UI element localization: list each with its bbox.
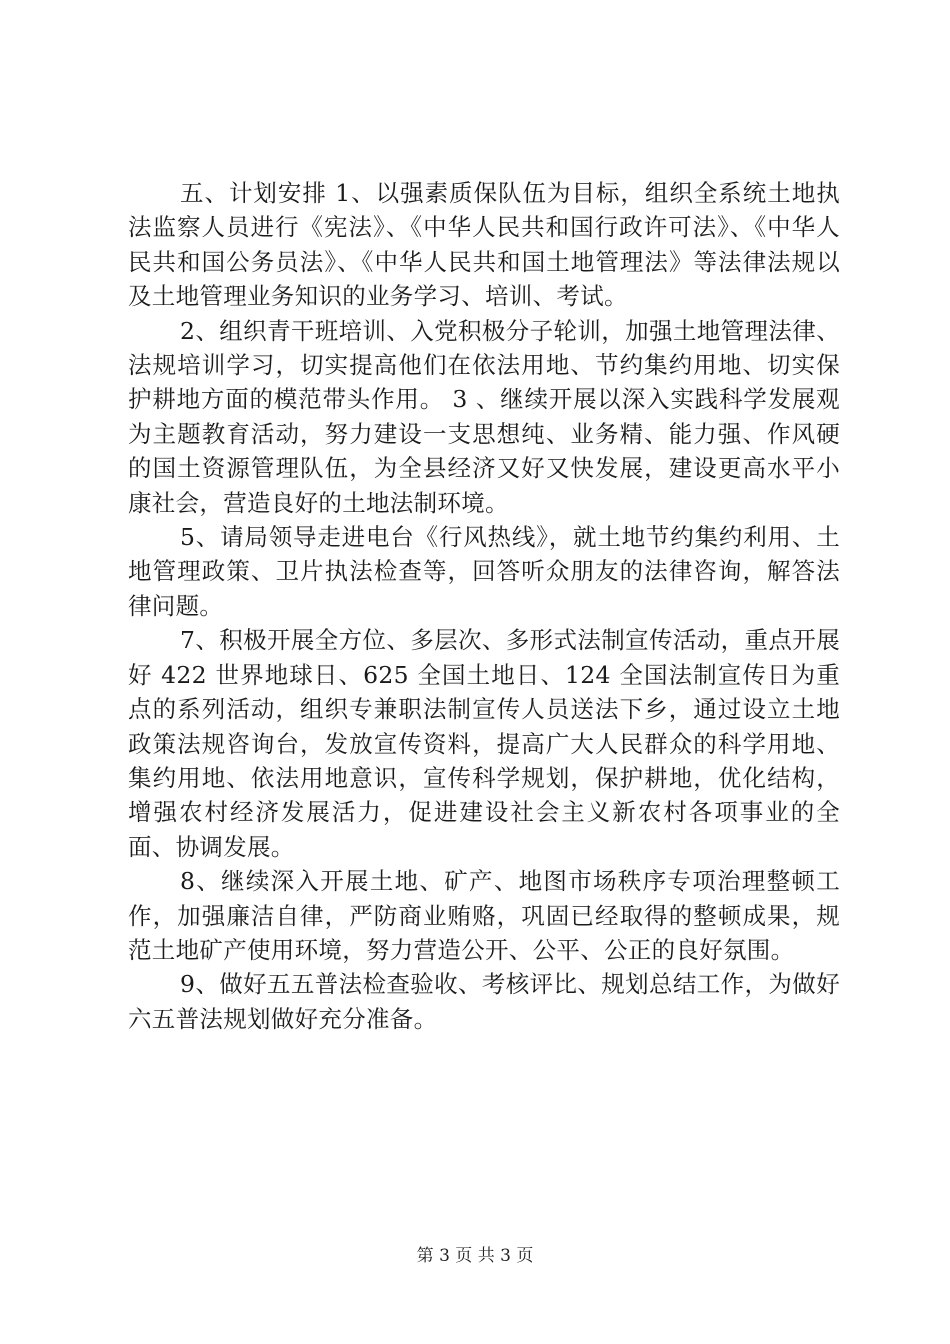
paragraph-plan-2-3: 2、组织青干班培训、入党积极分子轮训，加强土地管理法律、法规培训学习，切实提高他们在依法用地、节约集约用地、切实保护耕地方面的模范带头作用。 3 、继续开展以深入实践科学发展观为主题教育活动，努力建设一支思想纯、业务精、能力强、作风硬的国土资源管理队伍，为全县经济又好又快发展，建设更高水平小康社会，营造良好的土地法制环境。: [128, 316, 840, 517]
page-number: 第 3 页 共 3 页: [416, 1246, 534, 1266]
page-footer: [0, 1244, 950, 1268]
paragraph-plan-1: 五、计划安排 1、以强素质保队伍为目标，组织全系统土地执法监察人员进行《宪法》、《中华人民共和国行政许可法》、《中华人民共和国公务员法》、《中华人民共和国土地管理法》等法律法规以及土地管理业务知识的业务学习、培训、考试。: [128, 179, 840, 311]
paragraph-plan-8: 8、继续深入开展土地、矿产、地图市场秩序专项治理整顿工作，加强廉洁自律，严防商业贿赂，巩固已经取得的整顿成果，规范土地矿产使用环境，努力营造公开、公平、公正的良好氛围。: [128, 867, 840, 964]
paragraph-plan-9: 9、做好五五普法检查验收、考核评比、规划总结工作，为做好六五普法规划做好充分准备。: [128, 970, 840, 1033]
document-body: [128, 176, 840, 1036]
paragraph-plan-7: 7、积极开展全方位、多层次、多形式法制宣传活动，重点开展好 422 世界地球日、625 全国土地日、124 全国法制宣传日为重点的系列活动，组织专兼职法制宣传人员送法下乡，通过设立土地政策法规咨询台，发放宣传资料，提高广大人民群众的科学用地、集约用地、依法用地意识，宣传科学规划，保护耕地，优化结构，增强农村经济发展活力，促进建设社会主义新农村各项事业的全面、协调发展。: [128, 626, 840, 861]
paragraph-plan-5: 5、请局领导走进电台《行风热线》，就土地节约集约利用、土地管理政策、卫片执法检查等，回答听众朋友的法律咨询，解答法律问题。: [128, 523, 840, 620]
